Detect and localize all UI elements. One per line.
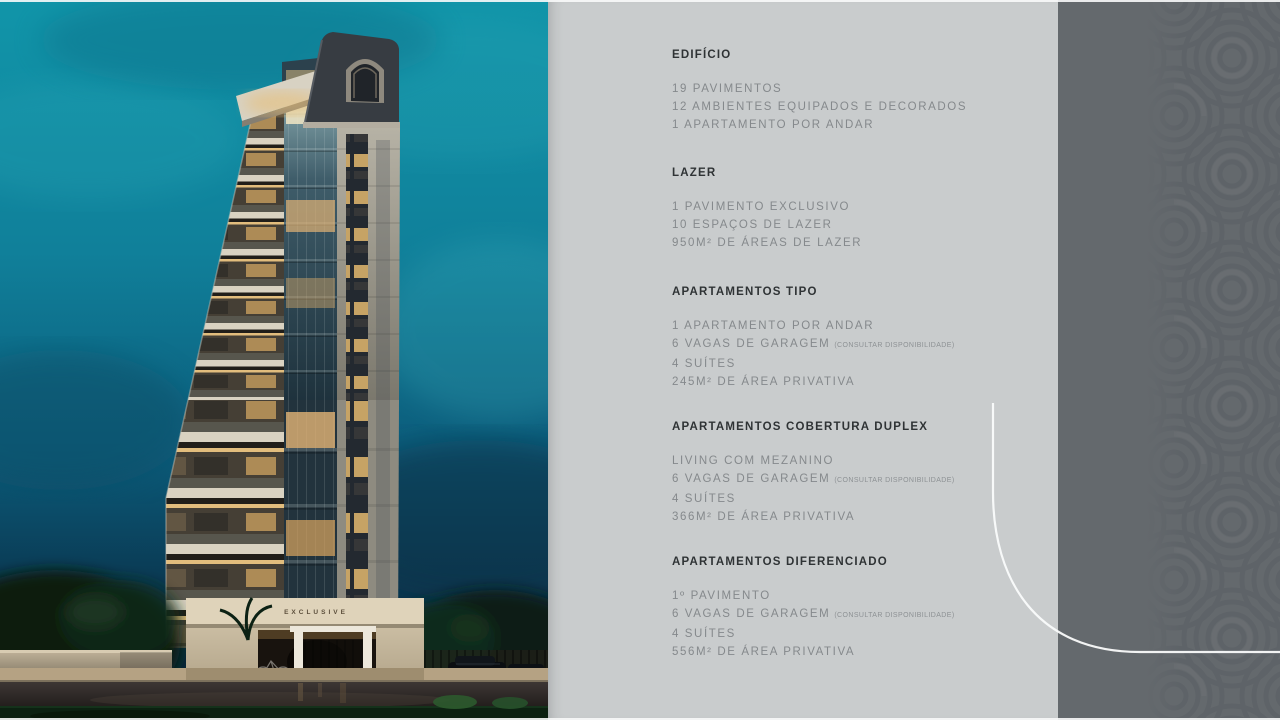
- spec-item: [672, 116, 1048, 134]
- spec-item-text: 12 AMBIENTES EQUIPADOS E DECORADOS: [672, 101, 968, 113]
- section-title: APARTAMENTOS TIPO: [672, 286, 818, 298]
- spec-item: [672, 335, 1048, 355]
- section-title: APARTAMENTOS DIFERENCIADO: [672, 556, 888, 568]
- spec-item-text: 366M² DE ÁREA PRIVATIVA: [672, 511, 856, 523]
- spec-item-text: 4 SUÍTES: [672, 358, 736, 370]
- spec-item: [672, 98, 1048, 116]
- spec-item-text: 10 ESPAÇOS DE LAZER: [672, 219, 833, 231]
- seigaiha-pattern: [1058, 0, 1280, 720]
- spec-item: [672, 452, 1048, 470]
- spec-item: [672, 198, 1048, 216]
- spec-item-text: 6 VAGAS DE GARAGEM: [672, 608, 831, 620]
- building-photo: [0, 0, 548, 720]
- spec-item-text: 4 SUÍTES: [672, 493, 736, 505]
- spec-item: [672, 373, 1048, 391]
- section-items: [672, 452, 1048, 526]
- decor-strip: [1058, 0, 1280, 720]
- spec-item-text: 6 VAGAS DE GARAGEM: [672, 473, 831, 485]
- section-items: [672, 198, 1048, 252]
- spec-item: [672, 490, 1048, 508]
- availability-note: (CONSULTAR DISPONIBILIDADE): [834, 612, 955, 619]
- specs-panel: [548, 0, 1058, 720]
- spec-section: [672, 285, 1048, 391]
- building-name-sign: EXCLUSIVE: [284, 609, 348, 616]
- spec-item: [672, 508, 1048, 526]
- section-items: [672, 80, 1048, 134]
- spec-item-text: 556M² DE ÁREA PRIVATIVA: [672, 646, 856, 658]
- spec-item-text: 4 SUÍTES: [672, 628, 736, 640]
- spec-item: [672, 470, 1048, 490]
- availability-note: (CONSULTAR DISPONIBILIDADE): [834, 477, 955, 484]
- section-title: LAZER: [672, 167, 717, 179]
- section-title: EDIFÍCIO: [672, 49, 732, 61]
- spec-section: [672, 420, 1048, 526]
- spec-item: [672, 605, 1048, 625]
- spec-item-text: 1 PAVIMENTO EXCLUSIVO: [672, 201, 851, 213]
- spec-item: [672, 234, 1048, 252]
- spec-item: [672, 216, 1048, 234]
- building-illustration: [0, 0, 548, 720]
- section-items: [672, 587, 1048, 661]
- spec-item-text: 1 APARTAMENTO POR ANDAR: [672, 320, 875, 332]
- spec-item-text: 950M² DE ÁREAS DE LAZER: [672, 237, 863, 249]
- top-edge-hairline: [0, 0, 1280, 2]
- spec-item: [672, 80, 1048, 98]
- spec-item-text: 1º PAVIMENTO: [672, 590, 771, 602]
- spec-section: [672, 555, 1048, 661]
- spec-item: [672, 643, 1048, 661]
- section-items: [672, 317, 1048, 391]
- spec-item-text: LIVING COM MEZANINO: [672, 455, 835, 467]
- spec-item: [672, 355, 1048, 373]
- spec-item-text: 6 VAGAS DE GARAGEM: [672, 338, 831, 350]
- spec-item: [672, 625, 1048, 643]
- spec-item-text: 19 PAVIMENTOS: [672, 83, 783, 95]
- spec-item: [672, 317, 1048, 335]
- spec-item: [672, 587, 1048, 605]
- section-title: APARTAMENTOS COBERTURA DUPLEX: [672, 421, 929, 433]
- spec-section: [672, 166, 1048, 252]
- spec-section: [672, 48, 1048, 134]
- availability-note: (CONSULTAR DISPONIBILIDADE): [834, 342, 955, 349]
- spec-item-text: 1 APARTAMENTO POR ANDAR: [672, 119, 875, 131]
- spec-sections: [548, 0, 1058, 720]
- spec-item-text: 245M² DE ÁREA PRIVATIVA: [672, 376, 856, 388]
